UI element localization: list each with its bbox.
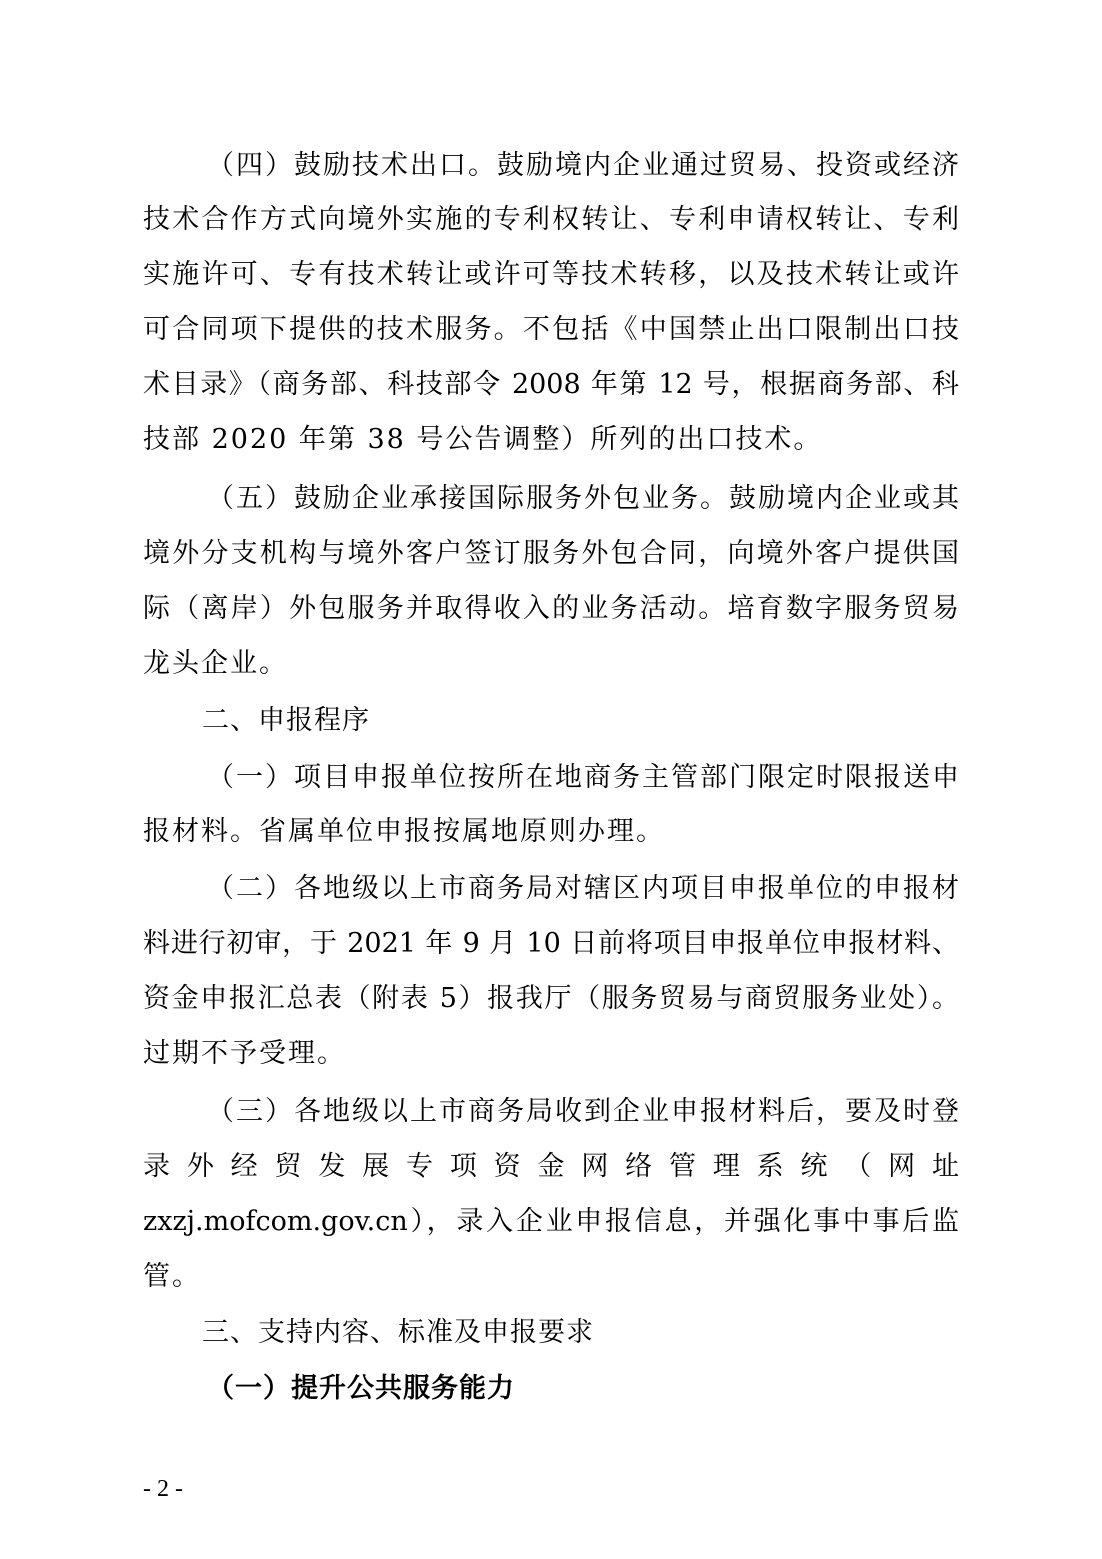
paragraph-line: （二）各地级以上市商务局对辖区内项目申报单位的申报材 bbox=[207, 873, 959, 904]
paragraph-line: zxzj.mofcom.gov.cn），录入企业申报信息，并强化事中事后监 bbox=[143, 1206, 959, 1237]
paragraph-line: 境外分支机构与境外客户签订服务外包合同，向境外客户提供国 bbox=[143, 538, 959, 569]
paragraph-line: 实施许可、专有技术转让或许可等技术转移，以及技术转让或许 bbox=[143, 259, 959, 290]
section-heading: 二、申报程序 bbox=[202, 705, 370, 736]
paragraph-line: 过期不予受理。 bbox=[143, 1038, 346, 1069]
paragraph-line: 可合同项下提供的技术服务。不包括《中国禁止出口限制出口技 bbox=[143, 314, 959, 345]
paragraph-line: 资金申报汇总表（附表 5）报我厅（服务贸易与商贸服务业处）。 bbox=[143, 983, 959, 1014]
section-heading: 三、支持内容、标准及申报要求 bbox=[202, 1317, 594, 1348]
paragraph-line: 技部 2020 年第 38 号公告调整）所列的出口技术。 bbox=[143, 424, 823, 455]
paragraph-line: 录外经贸发展专项资金网络管理系统（网址 bbox=[143, 1151, 959, 1182]
paragraph-line: 龙头企业。 bbox=[143, 648, 288, 679]
paragraph-line: （四）鼓励技术出口。鼓励境内企业通过贸易、投资或经济 bbox=[207, 150, 959, 181]
paragraph-line: （三）各地级以上市商务局收到企业申报材料后，要及时登 bbox=[207, 1096, 959, 1127]
paragraph-line: 料进行初审，于 2021 年 9 月 10 日前将项目申报单位申报材料、 bbox=[143, 928, 959, 959]
paragraph-line: 技术合作方式向境外实施的专利权转让、专利申请权转让、专利 bbox=[143, 204, 959, 235]
paragraph-line: （一）项目申报单位按所在地商务主管部门限定时限报送申 bbox=[207, 762, 959, 793]
paragraph-line: 术目录》（商务部、科技部令 2008 年第 12 号，根据商务部、科 bbox=[143, 369, 959, 400]
paragraph-line: （五）鼓励企业承接国际服务外包业务。鼓励境内企业或其 bbox=[207, 483, 959, 514]
paragraph-line: 报材料。省属单位申报按属地原则办理。 bbox=[143, 816, 665, 847]
paragraph-line: 际（离岸）外包服务并取得收入的业务活动。培育数字服务贸易 bbox=[143, 593, 959, 624]
paragraph-line: 管。 bbox=[143, 1261, 201, 1292]
page-number: - 2 - bbox=[143, 1476, 183, 1502]
subsection-heading: （一）提升公共服务能力 bbox=[207, 1373, 515, 1404]
